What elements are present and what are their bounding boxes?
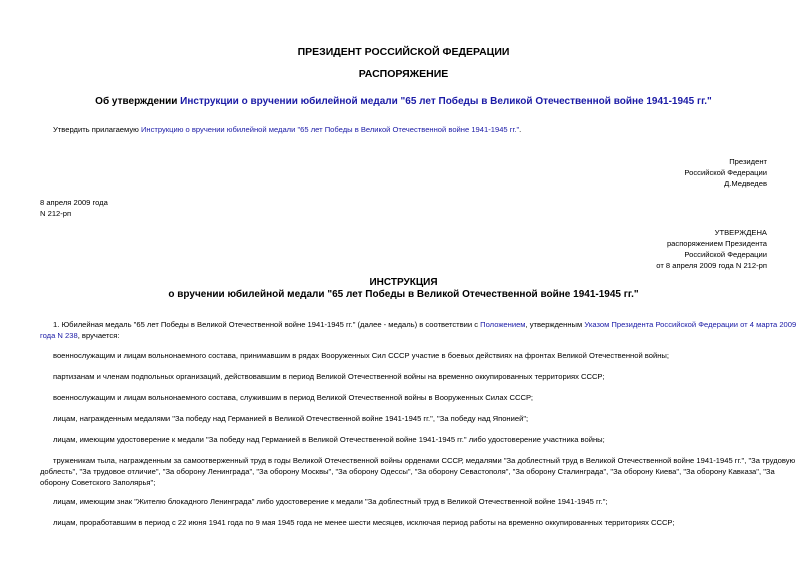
paragraph-1-line-1 bbox=[53, 319, 797, 330]
approved-line-2: распоряжением Президента bbox=[666, 239, 767, 248]
instruction-title: ИНСТРУКЦИЯ bbox=[369, 277, 438, 288]
list-item: лицам, проработавшим в период с 22 июня 1941 года по 9 мая 1945 года не менее шести месяцев, исключая период работы на временно оккупированных территориях СССР; bbox=[53, 518, 675, 527]
approved-line-3: Российской Федерации bbox=[684, 250, 767, 259]
document-date: 8 апреля 2009 года bbox=[40, 198, 108, 207]
list-item: лицам, награжденным медалями "За победу над Германией в Великой Отечественной войне 1941-1945 гг.", "За победу над Японией"; bbox=[53, 414, 529, 423]
title-prefix: Об утверждении bbox=[95, 96, 181, 107]
paragraph-1 bbox=[53, 319, 797, 330]
title-instruction-link[interactable]: Инструкции о вручении юбилейной медали "65 лет Победы в Великой Отечественной войне 1941-1945 гг." bbox=[180, 96, 712, 107]
signature-block bbox=[684, 156, 767, 189]
paragraph-1-text-c: , вручается: bbox=[77, 331, 120, 340]
list-item: партизанам и членам подпольных организаций, действовавшим в период Великой Отечественной войны на временно оккупированных территориях СССР; bbox=[53, 372, 605, 381]
list-item-workers-line-1: труженикам тыла, награжденным за самоотверженный труд в годы Великой Отечественной войны орденами СССР, медалями "За доблестный труд в Великой Отечественной войне 1941-1945 гг.", "За трудовую bbox=[53, 456, 796, 465]
paragraph-1-text-a: 1. Юбилейная медаль "65 лет Победы в Великой Отечественной войне 1941-1945 гг." (далее - медаль) в соответствии с bbox=[53, 320, 481, 329]
signature-line-3: Д.Медведев bbox=[724, 179, 767, 188]
approve-end: . bbox=[519, 125, 522, 134]
decree-link-part-1[interactable]: Указом Президента Российской Федерации от 4 марта 2009 bbox=[584, 320, 797, 329]
date-block bbox=[40, 197, 108, 219]
list-item: лицам, имеющим удостоверение к медали "За победу над Германией в Великой Отечественной войне 1941-1945 гг." либо удостоверение участника войны; bbox=[53, 435, 605, 444]
list-item: лицам, имеющим знак "Жителю блокадного Ленинграда" либо удостоверение к медали "За доблестный труд в Великой Отечественной войне 1941-1945 гг."; bbox=[53, 497, 608, 506]
signature-line-2: Российской Федерации bbox=[684, 168, 767, 177]
approve-instruction-link[interactable]: Инструкцию о вручении юбилейной медали "65 лет Победы в Великой Отечественной войне 1941-1945 гг." bbox=[140, 125, 520, 134]
signature-line-1: Президент bbox=[729, 157, 767, 166]
decree-link-part-2[interactable]: года N 238 bbox=[40, 331, 78, 340]
approved-block bbox=[656, 227, 767, 271]
list-item-workers-line-2: доблесть", "За трудовое отличие", "За оборону Ленинграда", "За оборону Москвы", "За оборону Одессы", "За оборону Севастополя", "За оборону Сталинграда", "За оборону Киева", "За оборону Кавказа", "За bbox=[40, 467, 775, 476]
approve-text: Утвердить прилагаемую bbox=[53, 125, 141, 134]
list-item-workers-line-3: оборону Советского Заполярья"; bbox=[40, 478, 156, 487]
document-number: N 212-рп bbox=[40, 209, 72, 218]
paragraph-1-line-2 bbox=[40, 330, 119, 341]
paragraph-1-text-b: , утвержденным bbox=[525, 320, 585, 329]
instruction-subtitle: о вручении юбилейной медали "65 лет Победы в Великой Отечественной войне 1941-1945 гг." bbox=[168, 289, 639, 300]
document-title bbox=[0, 96, 807, 107]
president-heading: ПРЕЗИДЕНТ РОССИЙСКОЙ ФЕДЕРАЦИИ bbox=[297, 46, 510, 58]
doc-type-heading: РАСПОРЯЖЕНИЕ bbox=[358, 68, 449, 80]
list-item: военнослужащим и лицам вольнонаемного состава, принимавшим в рядах Вооруженных Сил СССР участие в боевых действиях на фронтах Великой Отечественной войны; bbox=[53, 351, 669, 360]
approved-line-4: от 8 апреля 2009 года N 212-рп bbox=[656, 261, 767, 270]
regulation-link[interactable]: Положением bbox=[480, 320, 526, 329]
list-item: военнослужащим и лицам вольнонаемного состава, служившим в период Великой Отечественной войны в Вооруженных Силах СССР; bbox=[53, 393, 533, 402]
approved-line-1: УТВЕРЖДЕНА bbox=[714, 228, 767, 237]
approve-paragraph bbox=[53, 124, 521, 135]
